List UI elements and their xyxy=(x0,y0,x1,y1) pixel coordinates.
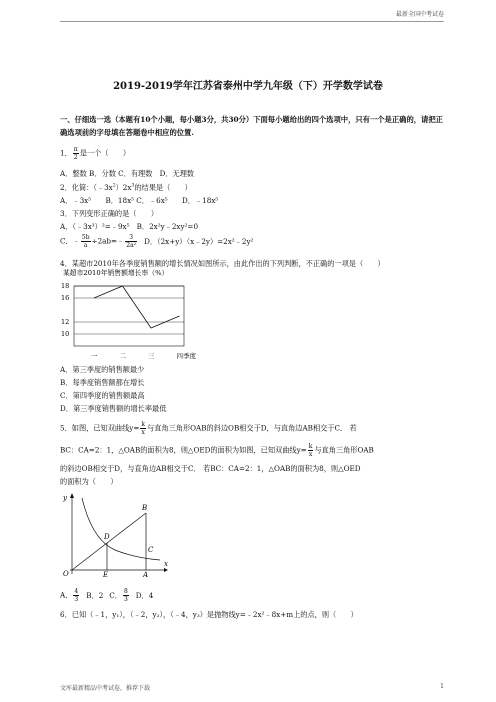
segment-ob xyxy=(72,513,146,570)
q5-options: A． $\frac{4}{3}$ B．2 C． $\frac{8}{3}$ D．4 xyxy=(60,588,154,603)
question-5-line-1: 5．如图，已知双曲线y= $\frac{k}{x}$ 与直角三角形OAB的斜边OB相交于D，与直角边AB相交于C． 若 xyxy=(60,421,357,436)
page-header: 最新全国中考试卷 xyxy=(395,11,444,18)
question-6: 6．已知（﹣1，y₁），（﹣2，y₂），（﹣4，y₃）是抛物线y=﹣2x²﹣8x+m上的点，则（ ） xyxy=(60,610,358,619)
chart-y-tick-label: 18 xyxy=(61,282,70,290)
question-3: 3．下列变形正确的是（ ） xyxy=(60,209,159,218)
q4-option-b: B．每季度销售额都在增长 xyxy=(60,378,145,387)
q4-option-a: A．第三季度的销售额最少 xyxy=(60,365,145,374)
chart-y-tick-label: 16 xyxy=(61,294,70,302)
q1-options: A．整数 B．分数 C．有理数 D．无理数 xyxy=(60,169,195,178)
q1-text: 是一个（ ） xyxy=(79,148,131,158)
y-axis-arrow xyxy=(70,493,74,498)
q4-option-c: C．第四季度的销售额最高 xyxy=(60,391,145,400)
q1-fraction: $\frac{\pi}{2}$ xyxy=(73,146,78,161)
label-c: C xyxy=(148,546,154,554)
chart-x-category-labels xyxy=(91,351,197,360)
sales-growth-chart xyxy=(60,268,200,364)
question-5-line-3: 的斜边OB相交于D，与直角边AB相交于C． 若BC：CA=2：1，△OAB的面积为8，则△OED xyxy=(60,464,361,473)
q2-options: A．﹣3x⁵ B．18x⁵ C．﹣6x⁵ D．﹣18x⁵ xyxy=(60,196,219,205)
label-b: B xyxy=(142,504,148,512)
chart-x-category-label: 三 xyxy=(148,352,155,360)
footer-note: 文库最新精品中考试卷，推荐下载 xyxy=(60,685,151,692)
question-4: 4．某超市2010年各季度销售额的增长情况如图所示，由此作出的下列判断，不正确的一项是（ ） xyxy=(60,259,385,268)
question-5-line-2: BC：CA=2：1，△OAB的面积为8，则△OED的面积为如图，已知双曲线y= $\frac{k}{x}$ 与直角三角形OAB xyxy=(60,443,374,458)
x-axis-arrow xyxy=(164,568,168,572)
label-y: y xyxy=(63,494,67,502)
q3-options-cd: C．﹣ $\frac{5b}{a}$ ÷2ab=﹣ $\frac{3}{\text{2a²}}$ D．（2x+y）（x﹣2y）=2x²﹣2y² xyxy=(60,234,254,249)
chart-x-category-label: 一 xyxy=(91,352,98,360)
section-1-instructions: 一、仔细选一选（本题有10个小题，每小题3分，共30分）下面每小题给出的四个选项中，只有一个是正确的，请把正确选项前的字母填在答题卷中相应的位置. xyxy=(60,115,443,137)
q3-options-ab: A．（﹣3x³）²=﹣9x⁵ B．2x²y﹣2xy²=0 xyxy=(60,222,199,231)
hyperbola-triangle-figure xyxy=(60,490,170,578)
exam-title: 2019-2019学年江苏省泰州中学九年级（下）开学数学试卷 xyxy=(113,81,383,92)
chart-series-line xyxy=(94,286,180,328)
chart-x-category-label: 二 xyxy=(119,352,126,360)
q4-option-d: D．第三季度销售额的增长率最低 xyxy=(60,404,167,413)
chart-y-tick-label: 12 xyxy=(61,318,70,326)
chart-x-category-label: 四季度 xyxy=(176,352,196,360)
label-a: A xyxy=(143,571,149,578)
question-5-line-4: 的面积为（ ） xyxy=(60,477,118,486)
page-number: 1 xyxy=(440,683,444,690)
label-x: x xyxy=(164,560,168,568)
label-d: D xyxy=(104,533,110,541)
question-2: 2．化简：$(﹣3x^2)2x^3$的结果是（ ） xyxy=(60,183,192,192)
q1-number: 1． xyxy=(60,148,72,158)
chart-y-tick-labels xyxy=(61,282,69,338)
question-1 xyxy=(60,146,130,161)
label-o: O xyxy=(63,570,69,578)
chart-title: 某超市2010年销售额增长率（%） xyxy=(63,269,169,277)
chart-y-tick-label: 10 xyxy=(61,330,70,338)
label-e: E xyxy=(103,571,109,578)
header-rule xyxy=(60,21,444,22)
